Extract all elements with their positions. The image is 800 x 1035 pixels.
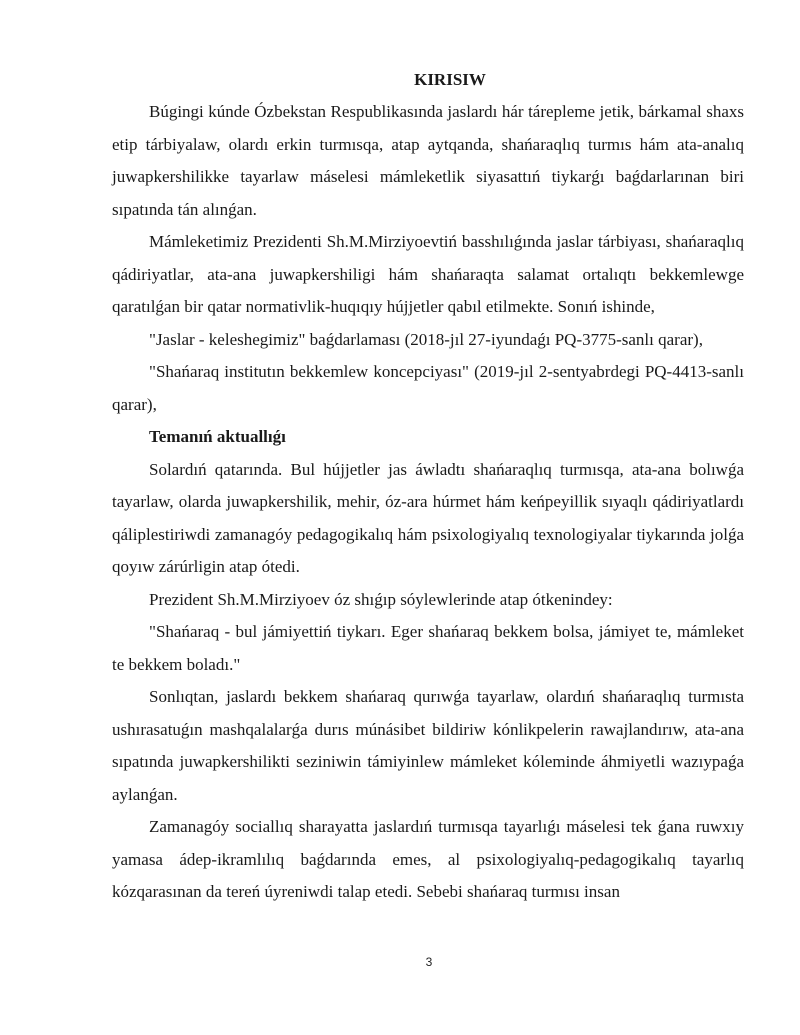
- paragraph-intro: Búgingi kúnde Ózbekstan Respublikasında jaslardı hár tárepleme jetik, bárkamal shaxs etip tárbiyalaw, olardı erkin turmısqa, atap aytqanda, shańaraqlıq turmıs hám ata-analıq juwapkershilikke tayarlaw máselesi mámleketlik siyasattıń tiykarǵı baǵdarlarınan biri sıpatında tán alınǵan.: [112, 102, 744, 219]
- page-number: 3: [425, 955, 433, 969]
- paragraph-president-quote: "Shańaraq - bul jámiyettiń tiykarı. Eger shańaraq bekkem bolsa, jámiyet te, mámleket te bekkem boladı.": [112, 622, 744, 674]
- paragraph-family-preparation: Sonlıqtan, jaslardı bekkem shańaraq qurıwǵa tayarlaw, olardıń shańaraqlıq turmısta ushırasatuǵın mashqalalarǵa durıs múnásibet bildiriw kónlikpelerin rawajlandırıw, ata-ana sıpatında juwapkershilikti seziniwin támiyinlew mámleket kóleminde áhmiyetli wazıypaǵa aylanǵan.: [112, 687, 744, 804]
- paragraph-youth-program: "Jaslar - keleshegimiz" baǵdarlaması (2018-jıl 27-iyundaǵı PQ-3775-sanlı qarar),: [149, 329, 703, 349]
- paragraph-normative-acts: Mámleketimiz Prezidenti Sh.M.Mirziyoevtiń basshılıǵında jaslar tárbiyası, shańaraqlıq qádiriyatlar, ata-ana juwapkershiligi hám shańaraqta salamat ortalıqtı bekkemlewge qaratılǵan bir qatar normativlik-huqıqıy hújjetler qabıl etilmekte. Sonıń ishinde,: [112, 232, 744, 316]
- paragraph-president-quote-intro: Prezident Sh.M.Mirziyoev óz shıǵıp sóylewlerinde atap ótkenindey:: [149, 589, 613, 609]
- section-heading: Temanıń aktuallıǵı: [149, 427, 286, 446]
- paragraph-relevance: Solardıń qatarında. Bul hújjetler jas áwladtı shańaraqlıq turmısqa, ata-ana bolıwǵa tayarlaw, olarda juwapkershilik, mehir, óz-ara húrmet hám keńpeyillik sıyaqlı qádiriyatlardı qáliplestiriwdi zamanagóy pedagogikalıq hám psixologiyalıq texnologiyalar tiykarında jolǵa qoyıw zárúrligin atap ótedi.: [112, 459, 744, 576]
- paragraph-social-conditions: Zamanagóy sociallıq sharayatta jaslardıń turmısqa tayarlıǵı máselesi tek ǵana ruwxıy yamasa ádep-ikramlılıq baǵdarında emes, al psixologiyalıq-pedagogikalıq tayarlıq kózqarasınan da tereń úyreniwdi talap etedi. Sebebi shańaraq turmısı insan: [112, 817, 744, 901]
- document-page: [112, 64, 744, 909]
- paragraph-family-concept: "Shańaraq institutın bekkemlew koncepciyası" (2019-jıl 2-sentyabrdegi PQ-4413-sanlı qarar),: [112, 362, 744, 414]
- page-title: KIRISIW: [414, 70, 486, 89]
